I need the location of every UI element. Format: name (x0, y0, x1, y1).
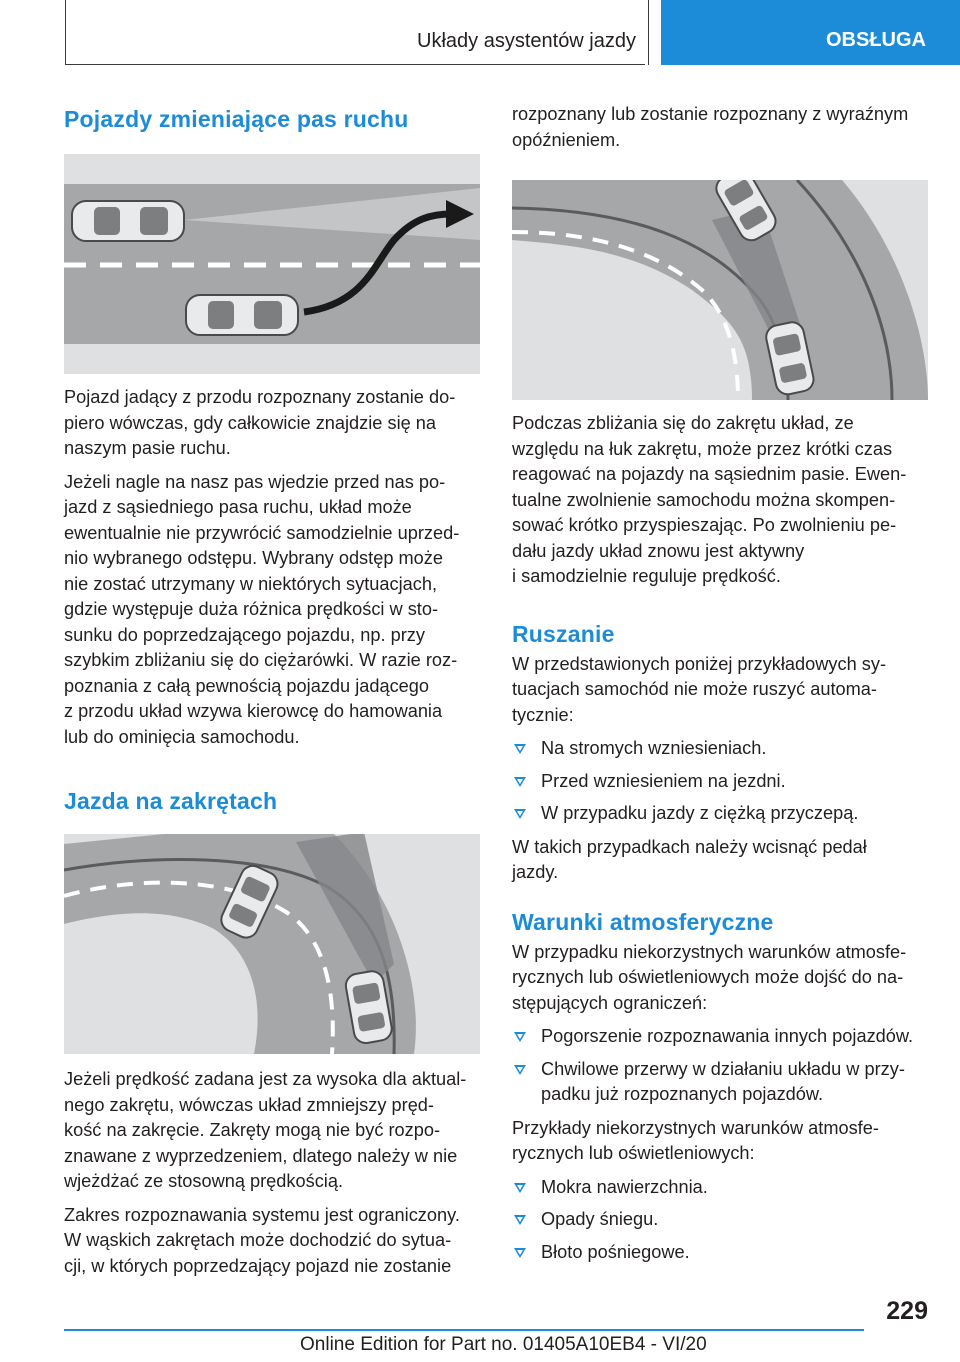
header-left-rule (65, 0, 66, 65)
list-item: Opady śniegu. (512, 1207, 930, 1233)
chapter-tab[interactable] (661, 0, 960, 65)
chapter-tab-label: OBSŁUGA (826, 29, 926, 51)
footer-rule (64, 1329, 864, 1331)
list-starting (512, 736, 930, 827)
bullet-triangle-icon (514, 1215, 526, 1225)
list-item: Przed wzniesieniem na jezdni. (512, 769, 930, 795)
list-item: Na stromych wzniesieniach. (512, 736, 930, 762)
bullet-triangle-icon (514, 1248, 526, 1258)
car-front-icon (72, 201, 184, 241)
right-column (512, 94, 930, 1265)
figure-curve-speed (64, 834, 480, 1054)
section-title: Układy asystentów jazdy (417, 30, 636, 52)
paragraph-detection-range: Zakres rozpoznawania systemu jest ograniczony. W wąskich zakrętach może dochodzić do sytua- cji, w których poprzedzający pojazd nie zostanie (64, 1204, 460, 1276)
paragraph-weather: W przypadku niekorzystnych warunków atmosfe- rycznych lub oświetleniowych może dojść do na- stępujących ograniczeń: (512, 941, 907, 1013)
bullet-triangle-icon (514, 1032, 526, 1042)
header-right-rule (648, 0, 649, 65)
list-weather (512, 1024, 930, 1108)
left-column (64, 94, 480, 1279)
edition-text: Online Edition for Part no. 01405A10EB4 - VI/20 (300, 1334, 707, 1355)
figure-lane-change (64, 154, 480, 374)
paragraph-cut-in: Jeżeli nagle na nasz pas wjedzie przed nas po- jazd z sąsiedniego pasa ruchu, układ może ewentualnie nie przywrócić samodzielnie uprzed- nio wybranego odstępu. Wybrany odstęp może nie zostać utrzymany w niektórych sytuacjach, gdzie występuje duża różnica prędkości w sto- sunku do poprzedzającego pojazdu, np. przy szybkim zbliżaniu się do ciężarówki. W razie roz- poznania z całą pewnością pojazdu jadącego z przodu układ wzywa kierowcę do hamowania lub do ominięcia samochodu. (64, 471, 460, 747)
car-own-icon (186, 295, 298, 335)
paragraph-continued: rozpoznany lub zostanie rozpoznany z wyraźnym opóźnieniem. (512, 104, 909, 150)
bullet-triangle-icon (514, 1065, 526, 1075)
paragraph-detection: Pojazd jadący z przodu rozpoznany zostanie do- piero wówczas, gdy całkowicie znajdzie się na naszym pasie ruchu. (64, 387, 456, 458)
paragraph-adjacent-lane: Podczas zbliżania się do zakrętu układ, ze względu na łuk zakrętu, może przez krótki czas reagować na pojazdy na sąsiednim pasie. Ewen- tualne zwolnienie samochodu można skompen- sować krótko przyspieszając. Po zwolnieniu pe- dału jazdy układ znowu jest aktywny i samodzielnie reguluje prędkość. (512, 413, 907, 586)
heading-lane-change: Pojazdy zmieniające pas ruchu (64, 106, 409, 132)
list-item: Chwilowe przerwy w działaniu układu w przy- padku już rozpoznanych pojazdów. (512, 1057, 930, 1108)
bullet-triangle-icon (514, 744, 526, 754)
list-item: Pogorszenie rozpoznawania innych pojazdów. (512, 1024, 930, 1050)
paragraph-curve-speed: Jeżeli prędkość zadana jest za wysoka dla aktual- nego zakrętu, wówczas układ zmniejszy pręd- kość na zakręcie. Zakręty mogą nie być rozpo- znawane z wyprzedzeniem, dlatego należy w nie wjeżdżać ze stosowną prędkością. (64, 1069, 467, 1191)
paragraph-starting: W przedstawionych poniżej przykładowych sy- tuacjach samochód nie może ruszyć automa- tycznie: (512, 653, 886, 725)
page-number: 229 (886, 1297, 928, 1325)
list-examples (512, 1175, 930, 1266)
bullet-triangle-icon (514, 1183, 526, 1193)
heading-curves: Jazda na zakrętach (64, 788, 278, 814)
heading-weather: Warunki atmosferyczne (512, 908, 774, 935)
list-item: Błoto pośniegowe. (512, 1240, 930, 1266)
list-item: Mokra nawierzchnia. (512, 1175, 930, 1201)
header-bottom-rule (65, 64, 645, 65)
paragraph-examples: Przykłady niekorzystnych warunków atmosfe- rycznych lub oświetleniowych: (512, 1117, 879, 1163)
paragraph-pedal: W takich przypadkach należy wcisnąć pedał jazdy. (512, 836, 867, 882)
list-item: W przypadku jazdy z ciężką przyczepą. (512, 801, 930, 827)
figure-curve-adjacent (512, 180, 928, 400)
bullet-triangle-icon (514, 809, 526, 819)
bullet-triangle-icon (514, 777, 526, 787)
heading-starting: Ruszanie (512, 620, 615, 647)
